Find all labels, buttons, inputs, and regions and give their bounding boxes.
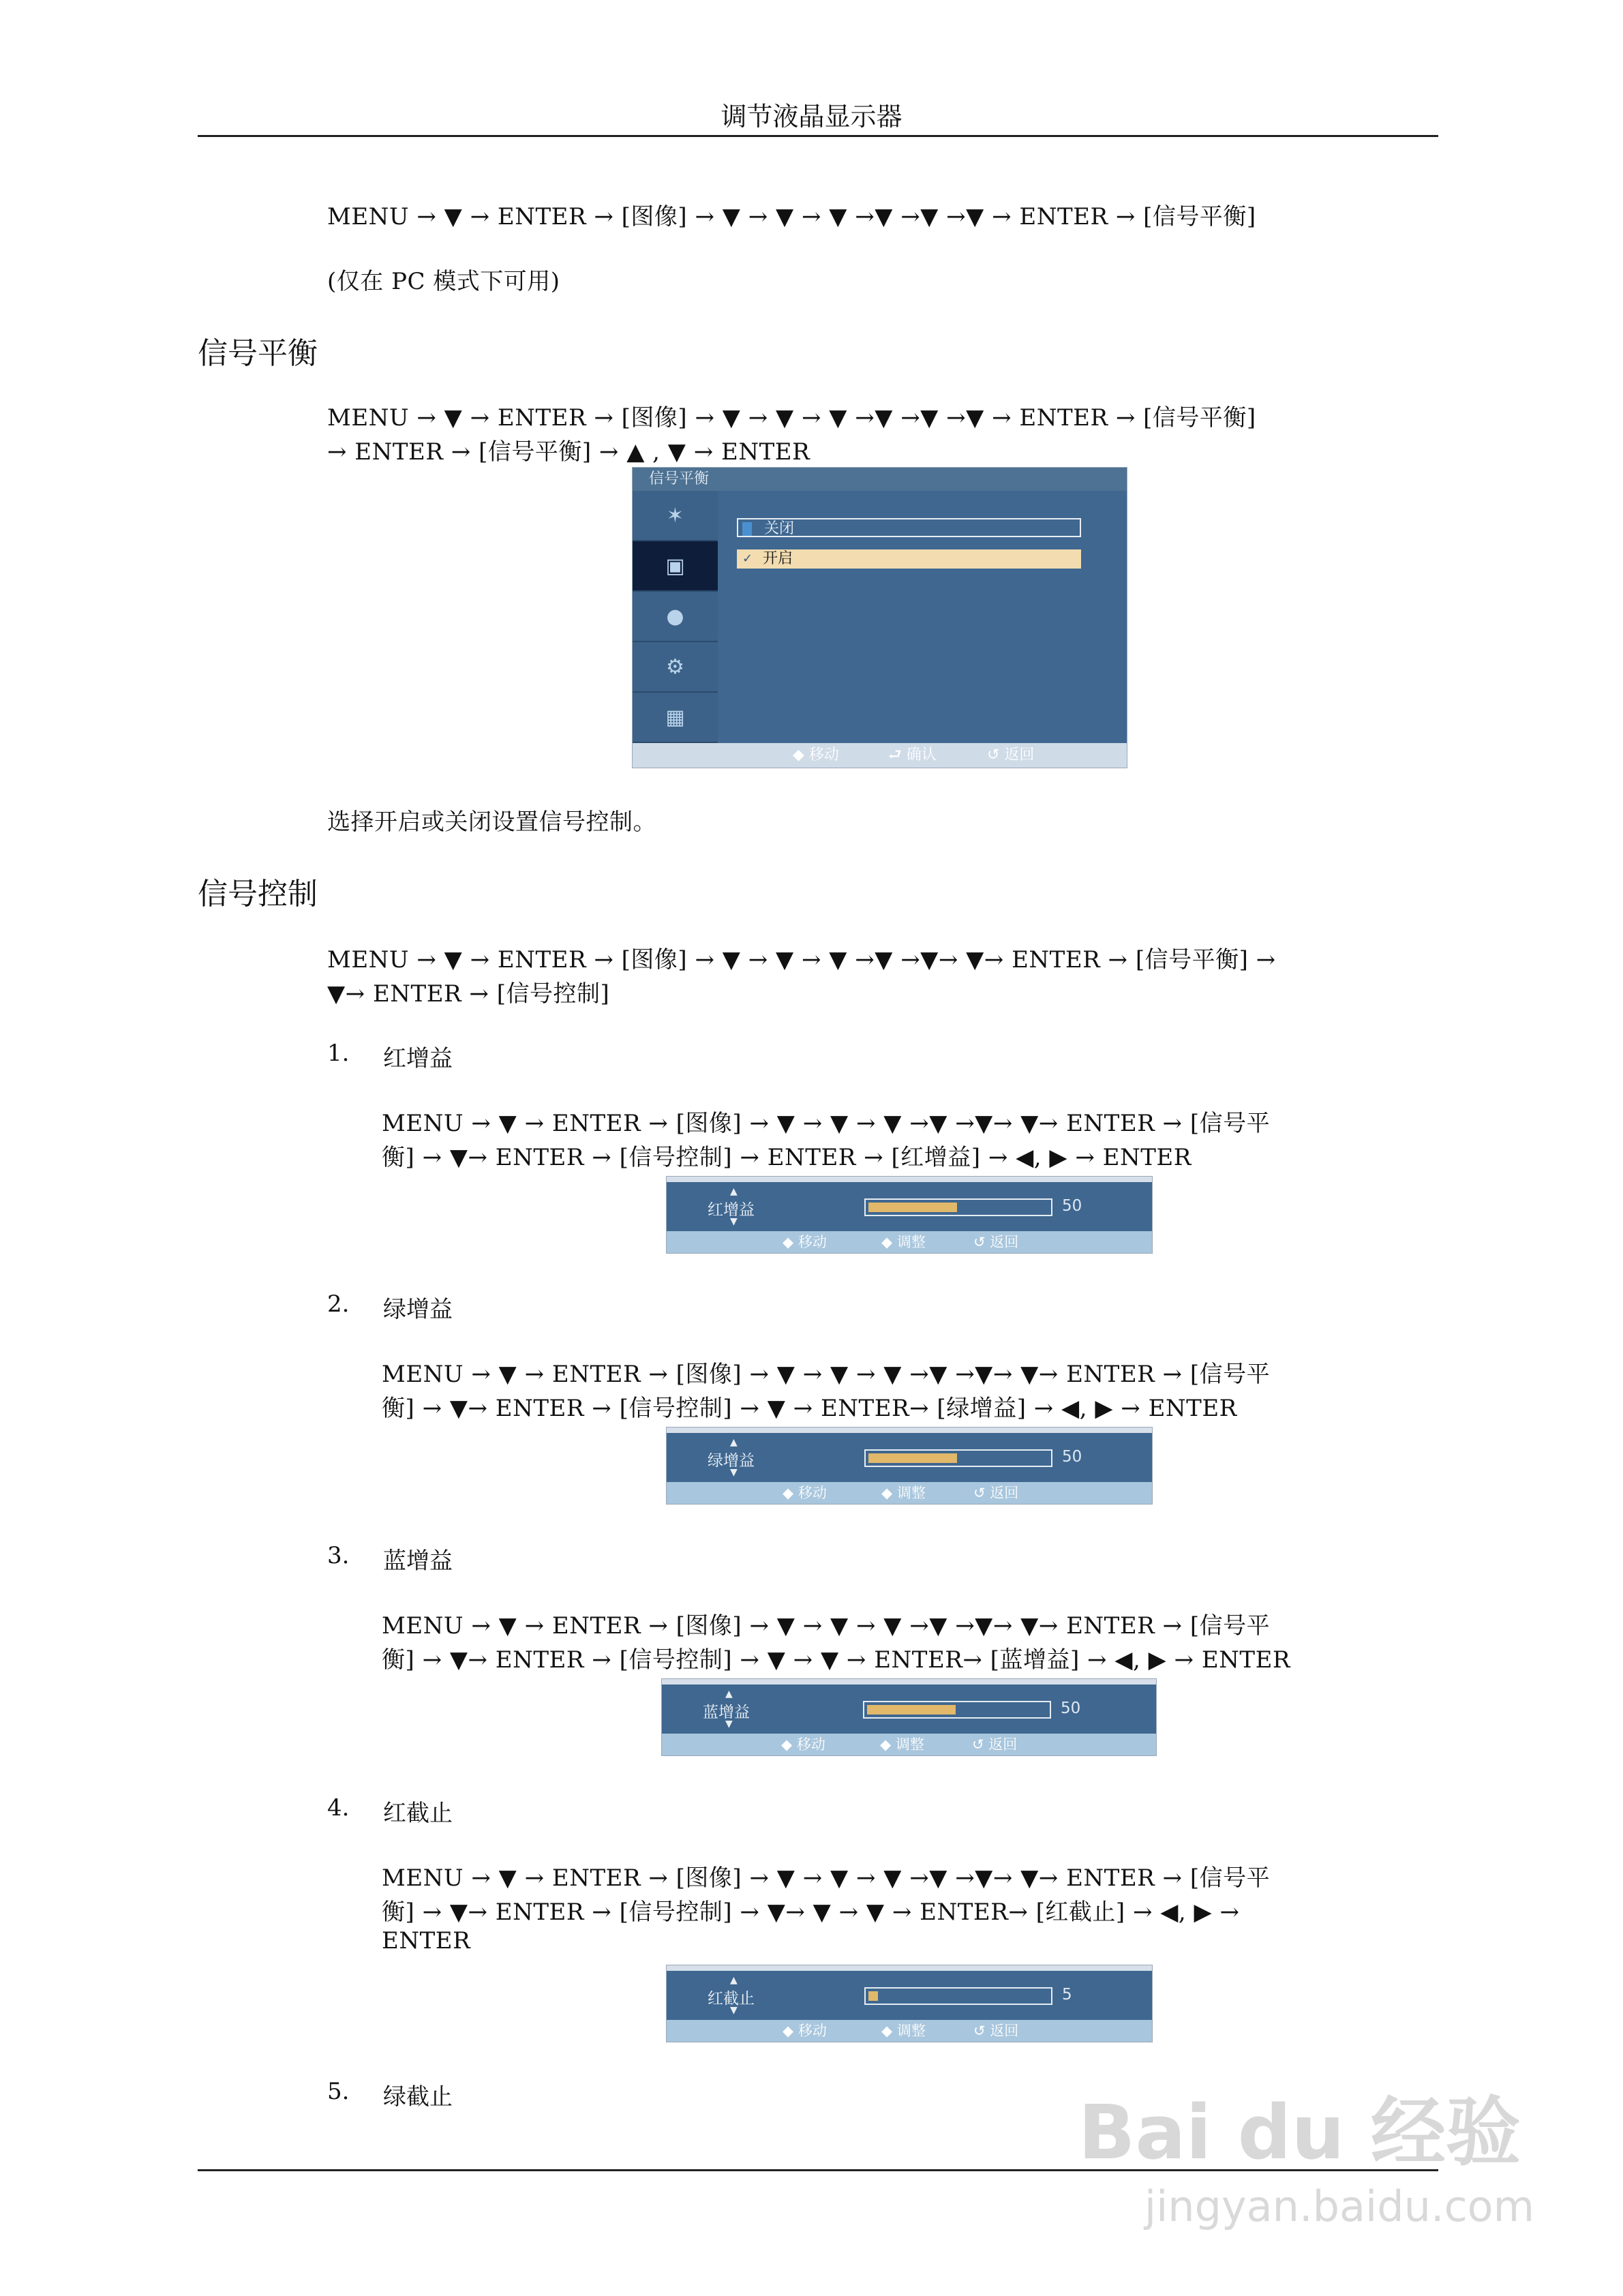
item-title: 绿截止 (383, 2083, 453, 2111)
item-title: 蓝增益 (383, 1547, 453, 1575)
item-path-line2: 衡] → ▼→ ENTER → [信号控制] → ▼ → ▼ → ENTER→ [蓝增益] → ◀, ▶ → ENTER (382, 1646, 1290, 1674)
down-arrow-icon: ▼ (725, 1719, 733, 1729)
down-arrow-icon: ▼ (730, 1216, 738, 1227)
page-header-title: 调节液晶显示器 (721, 102, 902, 132)
footer-confirm: ⮐ 确认 (888, 746, 937, 764)
panel-top-strip (667, 1177, 1152, 1182)
item-path-line2: 衡] → ▼→ ENTER → [信号控制] → ▼ → ENTER→ [绿增益] → ◀, ▶ → ENTER (382, 1395, 1237, 1422)
item-title: 绿增益 (383, 1296, 453, 1323)
slider-footer (667, 1231, 1152, 1253)
slider-panel-blue-gain (661, 1678, 1157, 1756)
up-arrow-icon: ▲ (730, 1186, 738, 1197)
panel-top-strip (667, 1428, 1152, 1433)
item-path-line2: 衡] → ▼→ ENTER → [信号控制] → ENTER → [红增益] → ◀, ▶ → ENTER (382, 1144, 1192, 1171)
baidu-watermark-logo: Bai du 经验 (1078, 2089, 1521, 2176)
down-arrow-icon: ▼ (730, 1467, 738, 1478)
osd-balance-menu (632, 467, 1127, 768)
footer-return: ↺ 返回 (987, 746, 1035, 764)
osd-options-panel (718, 491, 1127, 743)
up-arrow-icon: ▲ (730, 1975, 738, 1986)
slider-track[interactable] (864, 1449, 1052, 1467)
footer-return: ↺ 返回 (972, 1736, 1018, 1753)
footer-move: ◆ 移动 (793, 746, 839, 764)
item-path-line2: 衡] → ▼→ ENTER → [信号控制] → ▼→ ▼ → ▼ → ENTER→ [红截止] → ◀, ▶ → (382, 1899, 1240, 1926)
balance-path-line2: → ENTER → [信号平衡] → ▲ , ▼ → ENTER (327, 438, 810, 466)
slider-panel-red-gain (666, 1176, 1153, 1254)
item-path-line1: MENU → ▼ → ENTER → [图像] → ▼ → ▼ → ▼ →▼ →▼→ ▼→ ENTER → [信号平 (382, 1361, 1271, 1388)
item-number: 4. (327, 1794, 350, 1822)
up-arrow-icon: ▲ (725, 1689, 733, 1700)
footer-move: ◆ 移动 (781, 1736, 825, 1753)
footer-return: ↺ 返回 (973, 1485, 1019, 1501)
footer-adjust: ◆ 调整 (880, 1736, 924, 1753)
footer-move: ◆ 移动 (783, 1485, 827, 1501)
option-on-label: 开启 (763, 550, 793, 567)
slider-track[interactable] (864, 1987, 1052, 2005)
option-on[interactable] (737, 549, 1081, 569)
control-heading: 信号控制 (198, 877, 318, 911)
footer-adjust: ◆ 调整 (881, 1234, 926, 1250)
osd-title: 信号平衡 (633, 468, 1127, 491)
picture-icon[interactable]: ▣ (633, 541, 718, 592)
osd-footer (633, 743, 1127, 768)
item-path-line3: ENTER (382, 1927, 471, 1954)
slider-fill (868, 1991, 878, 2001)
slider-panel-green-gain (666, 1427, 1153, 1505)
control-path-line2: ▼→ ENTER → [信号控制] (327, 980, 610, 1008)
up-arrow-icon: ▲ (730, 1437, 738, 1448)
slider-body (667, 1971, 1152, 2020)
option-off[interactable] (737, 518, 1081, 537)
balance-heading: 信号平衡 (198, 336, 318, 371)
slider-track[interactable] (864, 1198, 1052, 1216)
footer-adjust: ◆ 调整 (881, 2023, 926, 2039)
slider-label: 蓝增益 (703, 1704, 750, 1721)
baidu-watermark-url: jingyan.baidu.com (1144, 2181, 1534, 2231)
slider-label: 红截止 (708, 1990, 755, 2008)
footer-adjust: ◆ 调整 (881, 1485, 926, 1501)
item-number: 2. (327, 1290, 350, 1318)
slider-label: 红增益 (708, 1201, 755, 1219)
slider-fill (867, 1705, 956, 1715)
item-number: 3. (327, 1542, 350, 1569)
slider-fill (868, 1203, 957, 1212)
slider-body (662, 1685, 1156, 1734)
intro-note: (仅在 PC 模式下可用) (327, 268, 560, 295)
intro-path: MENU → ▼ → ENTER → [图像] → ▼ → ▼ → ▼ →▼ →▼ →▼ → ENTER → [信号平衡] (327, 203, 1256, 230)
panel-top-strip (667, 1965, 1152, 1971)
slider-footer (667, 2020, 1152, 2042)
slider-body (667, 1182, 1152, 1231)
footer-return: ↺ 返回 (973, 2023, 1019, 2039)
item-title: 红截止 (383, 1800, 453, 1827)
checkmark-icon: ✓ (742, 552, 753, 566)
slider-panel-red-cutoff (666, 1965, 1153, 2042)
footer-move: ◆ 移动 (783, 2023, 827, 2039)
osd-sidebar (633, 491, 718, 743)
setup-icon[interactable]: ⚙ (633, 642, 718, 693)
footer-return: ↺ 返回 (973, 1234, 1019, 1250)
item-path-line1: MENU → ▼ → ENTER → [图像] → ▼ → ▼ → ▼ →▼ →▼→ ▼→ ENTER → [信号平 (382, 1110, 1271, 1137)
item-number: 1. (327, 1040, 350, 1067)
sound-icon[interactable]: ● (633, 592, 718, 642)
slider-fill (868, 1453, 957, 1463)
slider-value: 50 (1061, 1700, 1081, 1717)
balance-path-line1: MENU → ▼ → ENTER → [图像] → ▼ → ▼ → ▼ →▼ →▼ →▼ → ENTER → [信号平衡] (327, 404, 1256, 432)
balance-description: 选择开启或关闭设置信号控制。 (327, 809, 656, 836)
option-off-label: 关闭 (764, 520, 795, 537)
input-icon[interactable]: ✶ (633, 491, 718, 541)
slider-track[interactable] (863, 1701, 1051, 1719)
item-path-line1: MENU → ▼ → ENTER → [图像] → ▼ → ▼ → ▼ →▼ →▼→ ▼→ ENTER → [信号平 (382, 1612, 1271, 1640)
item-number: 5. (327, 2078, 350, 2105)
panel-top-strip (662, 1679, 1156, 1685)
item-title: 红增益 (383, 1045, 453, 1072)
slider-footer (667, 1482, 1152, 1504)
down-arrow-icon: ▼ (730, 2005, 738, 2016)
selector-marker-icon (742, 522, 752, 536)
footer-move: ◆ 移动 (783, 1234, 827, 1250)
slider-body (667, 1433, 1152, 1482)
slider-value: 5 (1062, 1986, 1072, 2004)
header-rule (198, 135, 1438, 137)
item-path-line1: MENU → ▼ → ENTER → [图像] → ▼ → ▼ → ▼ →▼ →▼→ ▼→ ENTER → [信号平 (382, 1864, 1271, 1892)
slider-footer (662, 1734, 1156, 1755)
slider-label: 绿增益 (708, 1452, 755, 1470)
control-path-line1: MENU → ▼ → ENTER → [图像] → ▼ → ▼ → ▼ →▼ →▼→ ▼→ ENTER → [信号平衡] → (327, 946, 1276, 973)
slider-value: 50 (1062, 1448, 1082, 1466)
slider-value: 50 (1062, 1197, 1082, 1215)
multi-control-icon[interactable]: ▦ (633, 693, 718, 743)
